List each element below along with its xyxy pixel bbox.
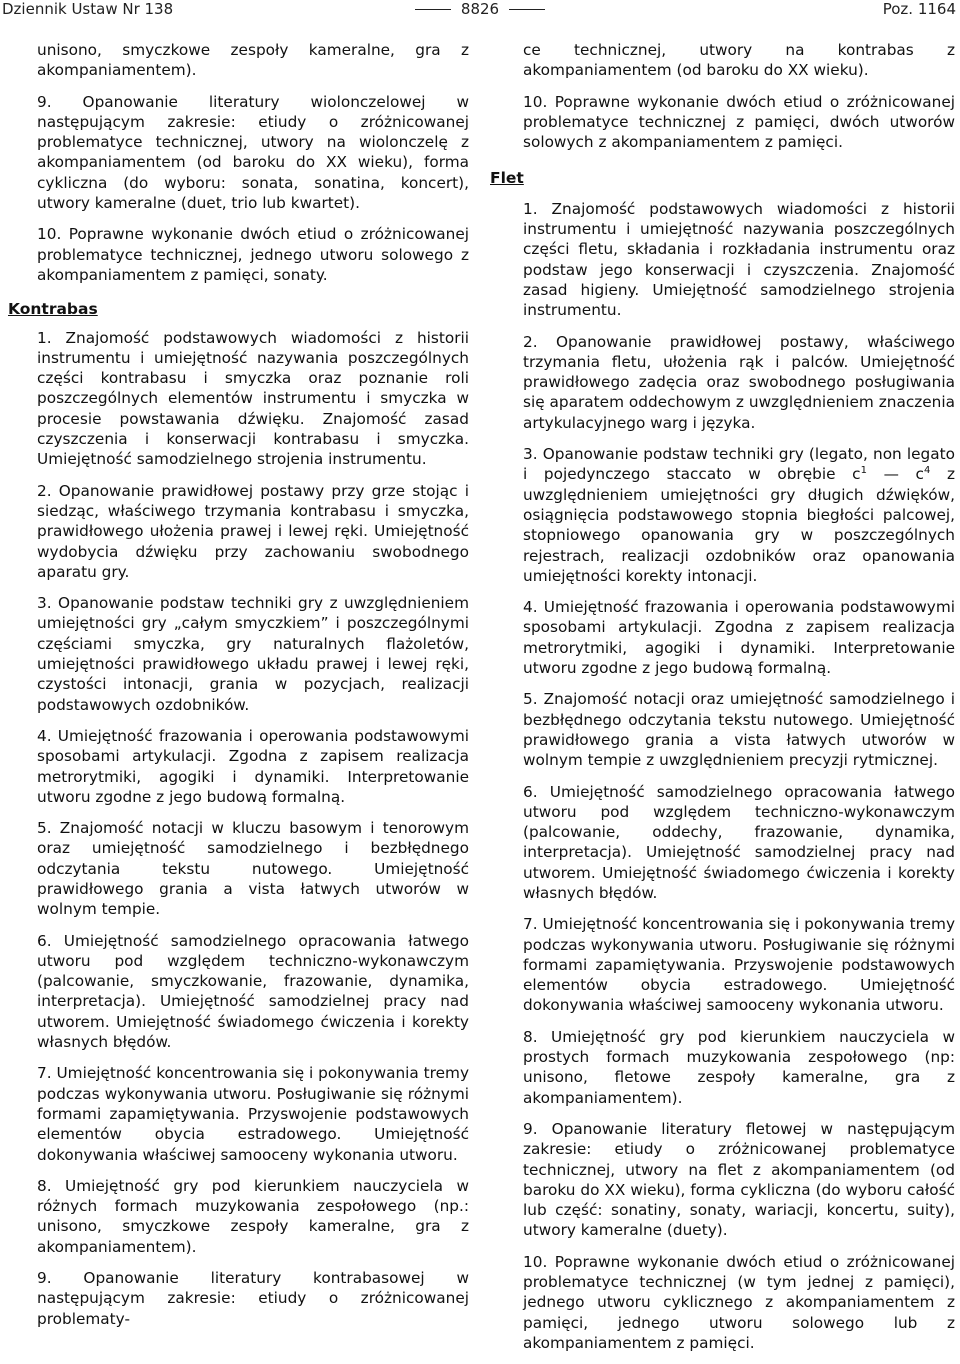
section-title-flet: Flet: [490, 169, 524, 188]
dash-right: [509, 9, 545, 10]
kontrabas-item-1: 1. Znajomość podstawowych wiadomości z historii instrumentu i umiejętność nazywania poszczególnych części kontrabasu i smyczka oraz poznanie roli poszczególnych elementów instrumentu i smyczka w procesie powstawania dźwięku. Znajomość zasad czyszczenia i konserwacji kontrabasu i smyczka. Umiejętność samodzielnego strojenia instrumentu.: [37, 328, 469, 469]
flet-item-1: 1. Znajomość podstawowych wiadomości z historii instrumentu i umiejętność nazywania poszczególnych części fletu, składania i rozkładania instrumentu oraz podstaw jego konserwacji i czyszczenia. Znajomość zasad higieny. Umiejętność samodzielnego strojenia instrumentu.: [523, 199, 955, 320]
flet-item-3: [523, 444, 955, 586]
right-continuation: ce technicznej, utwory na kontrabas z akompaniamentem (od baroku do XX wieku).: [523, 41, 955, 80]
kontrabas-item-4: 4. Umiejętność frazowania i operowania podstawowymi sposobami artykulacji. Zgodna z zapisem realizacja metrorytmiki, agogiki i dynamiki. Interpretowanie utworu zgodne z jego budową formalną.: [37, 726, 469, 806]
left-column: [8, 40, 469, 1340]
kontrabas-item-5: 5. Znajomość notacji w kluczu basowym i tenorowym oraz umiejętność samodzielnego i bezbłędnego odczytania tekstu nutowego. Umiejętność prawidłowego grania a vista łatwych utworów w wolnym tempie.: [37, 819, 469, 919]
flet-item-2: 2. Opanowanie prawidłowej postawy, właściwego trzymania fletu, ułożenia rąk i palców. Umiejętność prawidłowego zadęcia oraz swobodnego posługiwania się aparatem oddechowym z uwzględnieniem znaczenia artykulacyjnego warg i języka.: [523, 332, 955, 432]
superscript-1: 1: [860, 465, 867, 477]
kontrabas-item-9: 9. Opanowanie literatury kontrabasowej w następującym zakresie: etiudy o zróżnicowanej problematy-: [37, 1269, 469, 1328]
flet-item-6: 6. Umiejętność samodzielnego opracowania łatwego utworu pod względem techniczno-wykonawczym (palcowanie, oddechy, frazowanie, dynamika, interpretacja). Umiejętność samodzielnej pracy nad utworem. Umiejętność świadomego ćwiczenia i korekty własnych błędów.: [523, 782, 955, 902]
journal-title: Dziennik Ustaw Nr 138: [2, 0, 174, 18]
kontrabas-item-8: 8. Umiejętność gry pod kierunkiem nauczyciela w różnych formach muzykowania zespołowego (np.: unisono, smyczkowe zespoły kameralne, gra z akompaniamentem).: [37, 1176, 469, 1256]
right-column: [490, 40, 956, 1364]
position-number: Poz. 1164: [882, 0, 956, 18]
flet-item-3-end: z uwzględnieniem umiejętności gry długich dźwięków, osiągnięcia podstawowego stopnia biegłości palcowej, stopniowego opanowania gry w poszczególnych rejestrach, realizacji ozdobników oraz opanowania umiejętności korekty intonacji.: [523, 465, 956, 585]
page-number-block: [0, 0, 960, 18]
wiolonczela-item-10: 10. Poprawne wykonanie dwóch etiud o zróżnicowanej problematyce technicznej, jednego utworu solowego z akompaniamentem z pamięci, sonaty.: [37, 225, 469, 284]
flet-item-5: 5. Znajomość notacji oraz umiejętność samodzielnego i bezbłędnego odczytania tekstu nutowego. Umiejętność prawidłowego grania a vista łatwych utworów w wolnym tempie z uwzględnieniem precyzji rytmicznej.: [523, 690, 955, 770]
flet-item-7: 7. Umiejętność koncentrowania się i pokonywania tremy podczas wykonywania utworu. Posługiwanie się różnymi formami zapamiętywania. Przyswojenie podstawowych elementów obycia estradowego. Umiejętność dokonywania właściwej samooceny wykonania utworu.: [523, 915, 955, 1015]
flet-item-3-mid: — c: [866, 465, 924, 484]
kontrabas-item-3: 3. Opanowanie podstaw techniki gry z uwzględnieniem umiejętności gry „całym smyczkiem” i poszczególnymi częściami smyczka, gry naturalnych flażoletów, umiejętności prawidłowego układu prawej i lewej ręki, czystości intonacji, grania w pozycjach, realizacji podstawowych ozdobników.: [37, 594, 469, 714]
flet-item-8: 8. Umiejętność gry pod kierunkiem nauczyciela w prostych formach muzykowania zespołowego (np: unisono, fletowe zespoły kameralne, gra z akompaniamentem).: [523, 1027, 955, 1107]
kontrabas-item-10: 10. Poprawne wykonanie dwóch etiud o zróżnicowanej problematyce technicznej z pamięci, dwóch utworów solowych z akompaniamentem z pamięci.: [523, 92, 955, 152]
superscript-4: 4: [923, 465, 931, 477]
section-title-kontrabas: Kontrabas: [8, 300, 98, 319]
kontrabas-item-6: 6. Umiejętność samodzielnego opracowania łatwego utworu pod względem techniczno-wykonawczym (palcowanie, smyczkowanie, frazowanie, dynamika, interpretacja). Umiejętność samodzielnej pracy nad utworem. Umiejętność świadomego ćwiczenia i korekty własnych błędów.: [37, 931, 469, 1052]
flet-item-10: 10. Poprawne wykonanie dwóch etiud o zróżnicowanej problematyce technicznej (w tym jednej z pamięci), jednego utworu cyklicznego z akompaniamentem z pamięci, jednego utworu solowego lub z akompaniamentem z pamięci.: [523, 1252, 955, 1352]
flet-item-3-start: 3. Opanowanie podstaw techniki gry (legato, non legato i pojedynczego staccato w obrębie c: [523, 445, 955, 484]
page-number: 8826: [460, 0, 500, 18]
kontrabas-item-2: 2. Opanowanie prawidłowej postawy przy grze stojąc i siedząc, właściwego trzymania kontrabasu i smyczka, prawidłowego ułożenia prawej i lewej ręki. Umiejętność wydobycia dźwięku przy zachowaniu swobodnego aparatu gry.: [37, 481, 469, 581]
flet-item-9: 9. Opanowanie literatury fletowej w następującym zakresie: etiudy o zróżnicowanej problematyce technicznej, utwory na flet z akompaniamentem (od baroku do XX wieku), forma cykliczna (do wyboru całość lub część: sonatiny, sonaty, wariacji, koncertu, suity), utwory kameralne (duety).: [523, 1119, 955, 1240]
left-continuation: unisono, smyczkowe zespoły kameralne, gra z akompaniamentem).: [37, 41, 469, 80]
flet-item-4: 4. Umiejętność frazowania i operowania podstawowymi sposobami artykulacji. Zgodna z zapisem realizacja metrorytmiki, agogiki i dynamiki. Interpretowanie utworu zgodne z jego budową formalną.: [523, 598, 955, 678]
dash-left: [415, 9, 451, 10]
kontrabas-item-7: 7. Umiejętność koncentrowania się i pokonywania tremy podczas wykonywania utworu. Posługiwanie się różnymi formami zapamiętywania. Przyswojenie podstawowych elementów obycia estradowego. Umiejętność dokonywania właściwej samooceny wykonania utworu.: [37, 1064, 469, 1164]
page-header: [0, 0, 960, 20]
wiolonczela-item-9: 9. Opanowanie literatury wiolonczelowej w następującym zakresie: etiudy o zróżnicowanej problematyce technicznej, utwory na wiolonczelę z akompaniamentem (od baroku do XX wieku), forma cykliczna (do wyboru: sonata, sonatina, koncert), utwory kameralne (duet, trio lub kwartet).: [37, 92, 469, 213]
